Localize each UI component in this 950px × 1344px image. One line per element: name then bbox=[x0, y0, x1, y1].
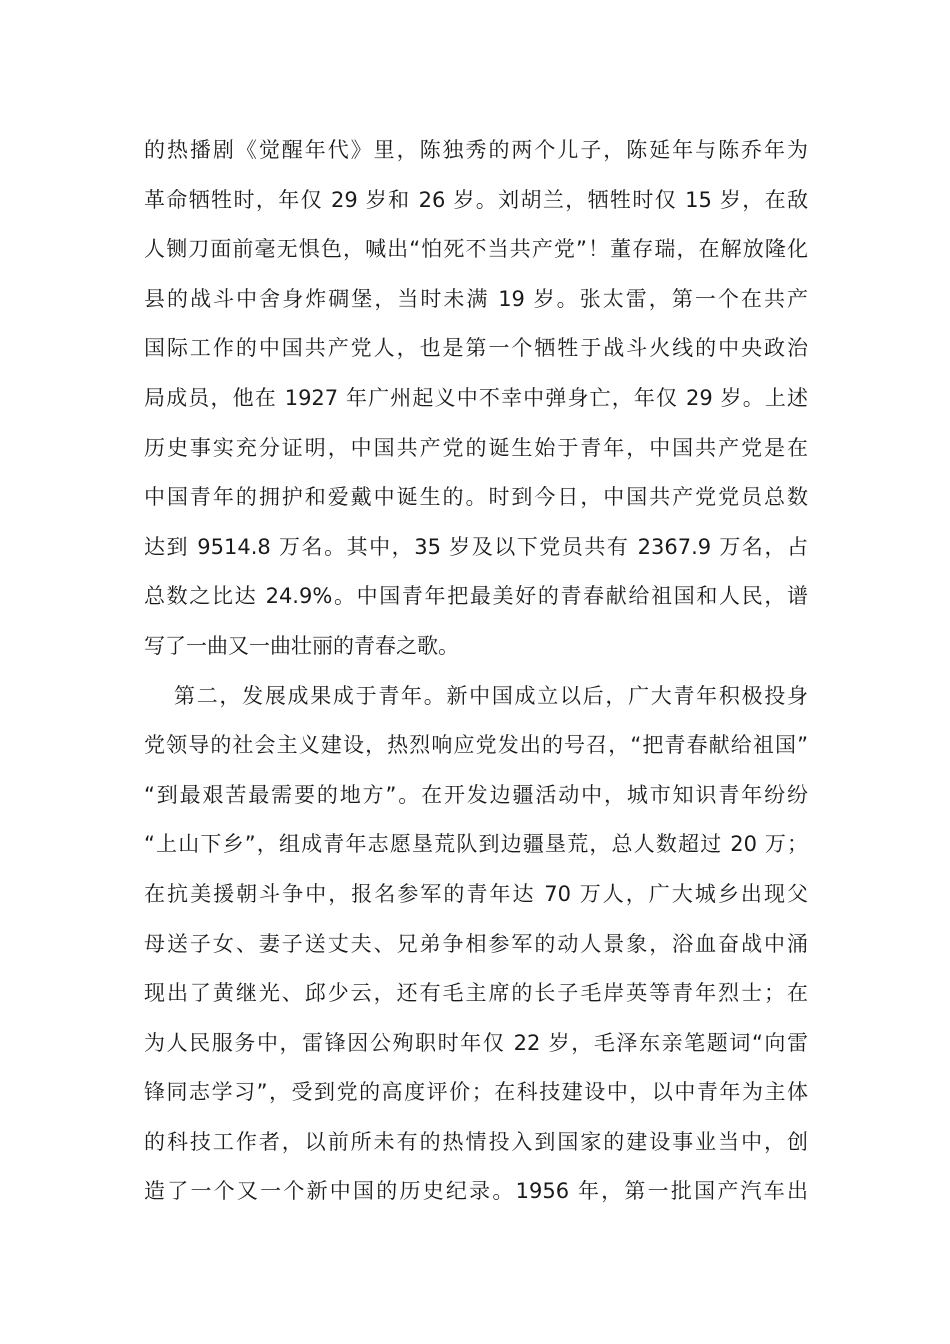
text-line: “到最艰苦最需要的地方”。在开发边疆活动中，城市知识青年纷纷 bbox=[144, 782, 808, 807]
text-line: 母送子女、妻子送丈夫、兄弟争相参军的动人景象，浴血奋战中涌 bbox=[144, 931, 808, 956]
text-line: 在抗美援朝斗争中，报名参军的青年达 70 万人，广大城乡出现父 bbox=[144, 881, 808, 906]
text-line: 为人民服务中，雷锋因公殉职时年仅 22 岁，毛泽东亲笔题词“向雷 bbox=[144, 1030, 808, 1055]
text-line: 达到 9514.8 万名。其中，35 岁及以下党员共有 2367.9 万名，占 bbox=[144, 534, 808, 559]
text-line: 现出了黄继光、邱少云，还有毛主席的长子毛岸英等青年烈士；在 bbox=[144, 981, 808, 1006]
text-line: “上山下乡”，组成青年志愿垦荒队到边疆垦荒，总人数超过 20 万； bbox=[144, 832, 808, 857]
text-line: 锋同志学习”，受到党的高度评价；在科技建设中，以中青年为主体 bbox=[144, 1080, 808, 1105]
paragraph-1 bbox=[144, 126, 808, 672]
text-line: 中国青年的拥护和爱戴中诞生的。时到今日，中国共产党党员总数 bbox=[144, 485, 808, 510]
text-line: 写了一曲又一曲壮丽的青春之歌。 bbox=[144, 633, 459, 658]
text-line: 局成员，他在 1927 年广州起义中不幸中弹身亡，年仅 29 岁。上述 bbox=[144, 385, 808, 410]
text-line: 历史事实充分证明，中国共产党的诞生始于青年，中国共产党是在 bbox=[144, 435, 808, 460]
text-line: 党领导的社会主义建设，热烈响应党发出的号召，“把青春献给祖国” bbox=[144, 733, 808, 758]
text-line: 县的战斗中舍身炸碉堡，当时未满 19 岁。张太雷，第一个在共产 bbox=[144, 286, 808, 311]
text-line: 国际工作的中国共产党人，也是第一个牺牲于战斗火线的中央政治 bbox=[144, 336, 808, 361]
text-line: 总数之比达 24.9%。中国青年把最美好的青春献给祖国和人民，谱 bbox=[144, 584, 808, 609]
text-line: 造了一个又一个新中国的历史纪录。1956 年，第一批国产汽车出 bbox=[144, 1179, 808, 1204]
text-line: 的科技工作者，以前所未有的热情投入到国家的建设事业当中，创 bbox=[144, 1129, 808, 1154]
text-line: 第二，发展成果成于青年。新中国成立以后，广大青年积极投身 bbox=[174, 683, 808, 708]
text-line: 人铡刀面前毫无惧色，喊出“怕死不当共产党”！董存瑞，在解放隆化 bbox=[144, 237, 808, 262]
text-line: 革命牺牲时，年仅 29 岁和 26 岁。刘胡兰，牺牲时仅 15 岁，在敌 bbox=[144, 187, 808, 212]
paragraph-2 bbox=[144, 672, 808, 1218]
text-line: 的热播剧《觉醒年代》里，陈独秀的两个儿子，陈延年与陈乔年为 bbox=[144, 138, 808, 162]
body-text bbox=[144, 126, 808, 1217]
